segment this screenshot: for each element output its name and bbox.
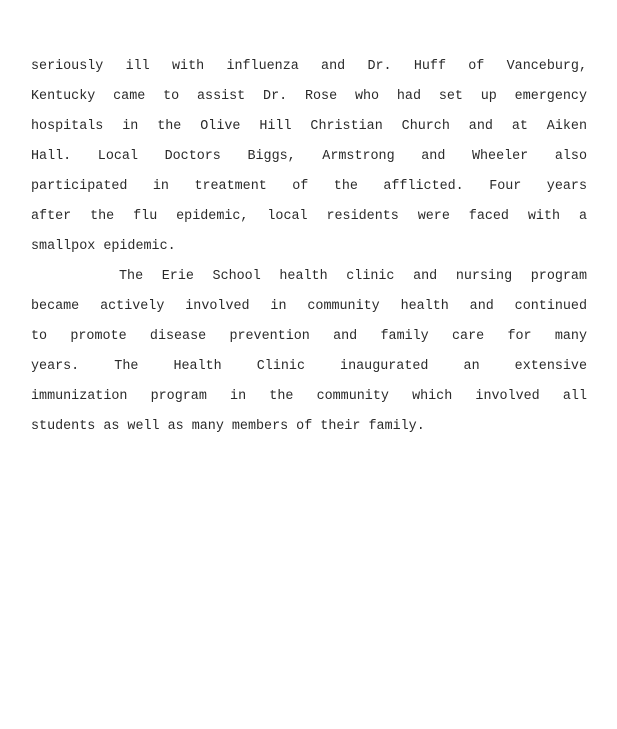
text-line: after the flu epidemic, local residents were faced with a xyxy=(31,209,587,224)
text-line: hospitals in the Olive Hill Christian Church and at Aiken xyxy=(31,119,587,134)
text-line: smallpox epidemic. xyxy=(31,239,176,254)
text-line: became actively involved in community health and continued xyxy=(31,299,587,314)
body-text xyxy=(31,52,587,442)
text-line: seriously ill with influenza and Dr. Huff of Vanceburg, xyxy=(31,59,587,74)
text-line: years. The Health Clinic inaugurated an extensive xyxy=(31,359,587,374)
text-line: Kentucky came to assist Dr. Rose who had set up emergency xyxy=(31,89,587,104)
text-line: The Erie School health clinic and nursing program xyxy=(119,269,587,284)
text-line: Hall. Local Doctors Biggs, Armstrong and Wheeler also xyxy=(31,149,587,164)
text-line: students as well as many members of their family. xyxy=(31,419,425,434)
text-line: participated in treatment of the afflicted. Four years xyxy=(31,179,587,194)
text-line: immunization program in the community which involved all xyxy=(31,389,587,404)
text-line: to promote disease prevention and family care for many xyxy=(31,329,587,344)
